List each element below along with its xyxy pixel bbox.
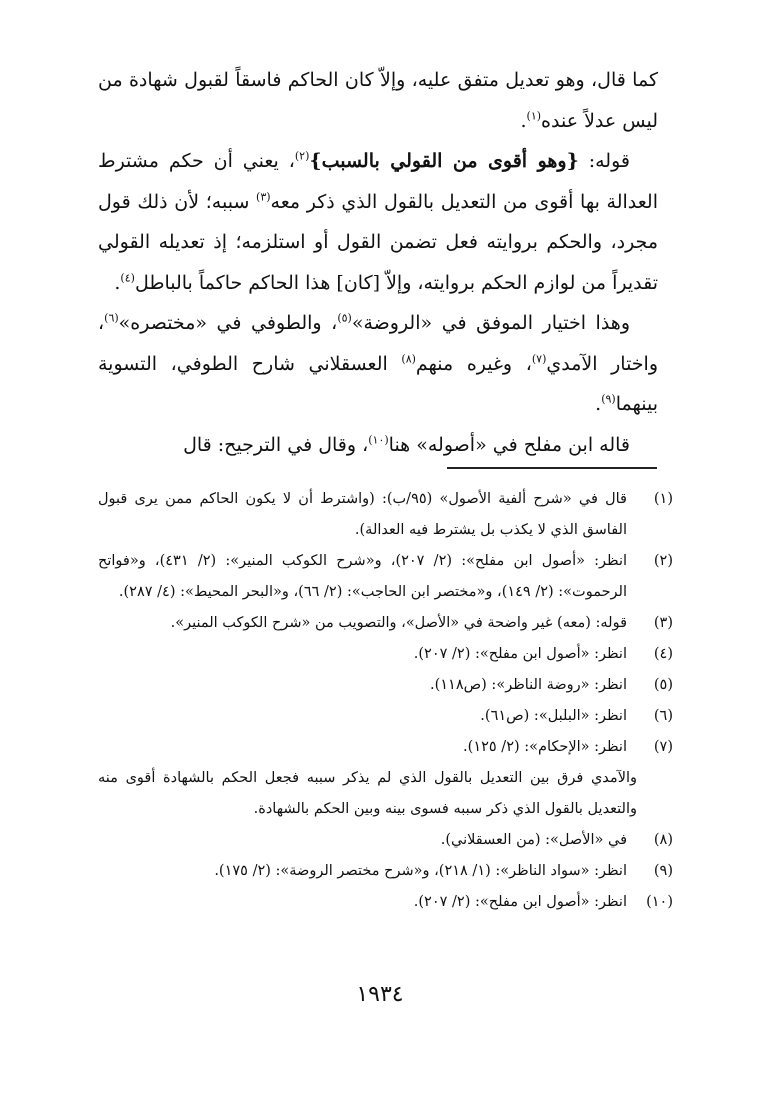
footnote-ref-2[interactable]: (٢) bbox=[294, 149, 310, 163]
footnote-1 bbox=[98, 484, 673, 546]
paragraph-3-text-d: ، وغيره منهم bbox=[415, 352, 532, 375]
paragraph-1 bbox=[98, 60, 658, 141]
footnote-2 bbox=[98, 546, 673, 608]
paragraph-3-text-b: ، والطوفي في «مختصره» bbox=[118, 312, 338, 334]
page-number: ١٩٣٤ bbox=[356, 982, 404, 1007]
footnote-3 bbox=[98, 608, 673, 639]
footnotes bbox=[98, 484, 673, 918]
footnote-7-continuation bbox=[98, 763, 673, 825]
paragraph-4-text-a: قاله ابن مفلح في «أصوله» هنا bbox=[388, 433, 630, 456]
footnote-text: انظر: «الإحكام»: (٢/ ١٢٥). bbox=[463, 739, 627, 755]
footnote-6 bbox=[98, 701, 673, 732]
footnote-text: انظر: «أصول ابن مفلح»: (٢/ ٢٠٧). bbox=[413, 646, 627, 662]
paragraph-2-text-2: سببه؛ لأن ذلك قول مجرد، والحكم بروايته فعل تضمن القول أو استلزمه؛ إذ تعديله القولي تقديراً من لوازم الحكم بروايته، وإلاّ [كان] هذا الحاكم حاكماً بالباطل bbox=[98, 190, 658, 294]
footnote-ref-1[interactable]: (١) bbox=[526, 109, 542, 123]
footnote-number: (١٠) bbox=[646, 894, 673, 910]
footnote-ref-4[interactable]: (٤) bbox=[120, 271, 135, 285]
paragraph-3-text-e: العسقلاني شارح الطوفي، التسوية بينهما bbox=[98, 352, 658, 415]
paragraph-3-end: . bbox=[595, 393, 602, 415]
footnote-text: انظر: «أصول ابن مفلح»: (٢/ ٢٠٧). bbox=[413, 894, 627, 910]
footnote-ref-8[interactable]: (٨) bbox=[401, 352, 416, 366]
quoted-matn: {وهو أقوى من القولي بالسبب} bbox=[309, 150, 579, 172]
footnote-ref-10[interactable]: (١٠) bbox=[368, 433, 389, 447]
paragraph-3-text-c: ، واختار الآمدي bbox=[98, 312, 658, 375]
footnote-9 bbox=[98, 856, 673, 887]
footnote-number: (٥) bbox=[653, 677, 673, 693]
paragraph-2 bbox=[98, 141, 658, 303]
footnote-text: انظر: «روضة الناظر»: (ص١١٨). bbox=[429, 677, 627, 693]
footnote-number: (٨) bbox=[653, 832, 673, 848]
paragraph-2-lead: قوله: bbox=[578, 150, 630, 172]
footnote-5 bbox=[98, 670, 673, 701]
paragraph-4 bbox=[98, 425, 658, 466]
footnote-number: (٦) bbox=[653, 708, 673, 724]
footnote-ref-9[interactable]: (٩) bbox=[601, 392, 616, 406]
footnote-4 bbox=[98, 639, 673, 670]
footnote-text: قوله: (معه) غير واضحة في «الأصل»، والتصويب من «شرح الكوكب المنير». bbox=[170, 615, 627, 631]
footnote-ref-7[interactable]: (٧) bbox=[531, 352, 547, 366]
footnote-number: (١) bbox=[653, 491, 673, 507]
footnote-number: (٧) bbox=[653, 739, 673, 755]
paragraph-2-text-1: ، يعني أن حكم مشترط العدالة بها أقوى من التعديل بالقول الذي ذكر معه bbox=[98, 150, 658, 213]
footnote-text: قال في «شرح ألفية الأصول» (٩٥/ب): (واشترط أن لا يكون الحاكم ممن يرى قبول الفاسق الذي لا يكذب بل يشترط فيه العدالة). bbox=[98, 491, 627, 538]
paragraph-1-text: كما قال، وهو تعديل متفق عليه، وإلاّ كان الحاكم فاسقاً لقبول شهادة من ليس عدلاً عنده bbox=[98, 69, 658, 132]
footnote-7 bbox=[98, 732, 673, 763]
main-text bbox=[98, 60, 658, 465]
footnote-text: في «الأصل»: (من العسقلاني). bbox=[440, 832, 627, 848]
paragraph-1-end: . bbox=[520, 109, 527, 132]
paragraph-2-end: . bbox=[114, 271, 121, 294]
paragraph-3 bbox=[98, 303, 658, 425]
footnote-text: انظر: «أصول ابن مفلح»: (٢/ ٢٠٧)، و«شرح الكوكب المنير»: (٢/ ٤٣١)، و«فواتح الرحموت»: (٢/ ١٤٩)، و«مختصر ابن الحاجب»: (٢/ ٦٦)، و«البحر المحيط»: (٤/ ٢٨٧). bbox=[98, 553, 628, 600]
footnote-separator bbox=[447, 467, 657, 469]
footnote-number: (٣) bbox=[653, 615, 673, 631]
paragraph-4-text-b: ، وقال في الترجيح: قال bbox=[183, 433, 369, 456]
footnote-number: (٢) bbox=[653, 553, 673, 569]
footnote-text: والآمدي فرق بين التعديل بالقول الذي لم يذكر سببه فجعل الحكم بالشهادة أقوى منه والتعديل بالقول الذي ذكر سببه فسوى بينه وبين الحكم بالشهادة. bbox=[98, 770, 637, 817]
footnote-ref-5[interactable]: (٥) bbox=[337, 311, 352, 325]
footnote-ref-6[interactable]: (٦) bbox=[104, 311, 119, 325]
footnote-10 bbox=[98, 887, 673, 918]
footnote-8 bbox=[98, 825, 673, 856]
footnote-number: (٩) bbox=[653, 863, 673, 879]
footnote-text: انظر: «سواد الناظر»: (١/ ٢١٨)، و«شرح مختصر الروضة»: (٢/ ١٧٥). bbox=[214, 863, 627, 879]
footnote-ref-3[interactable]: (٣) bbox=[256, 190, 271, 204]
paragraph-3-text-a: وهذا اختيار الموفق في «الروضة» bbox=[351, 312, 630, 334]
footnote-number: (٤) bbox=[653, 646, 673, 662]
footnote-text: انظر: «البلبل»: (ص٦١). bbox=[480, 708, 627, 724]
